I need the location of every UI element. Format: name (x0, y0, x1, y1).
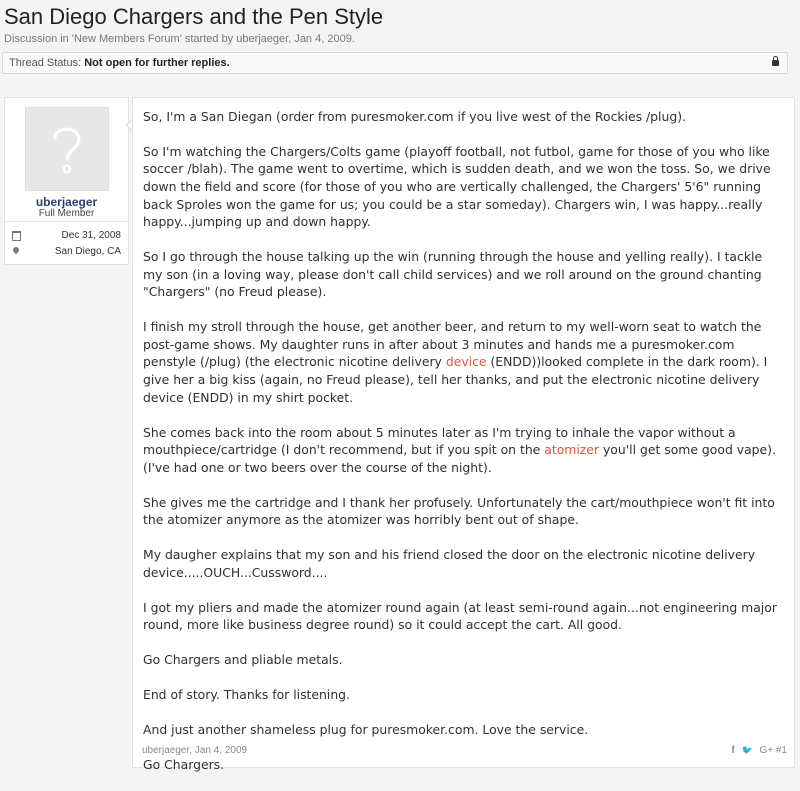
user-title: Full Member (38, 208, 95, 219)
user-card (4, 97, 129, 265)
post-message (132, 97, 795, 772)
username-link[interactable]: uberjaeger (35, 195, 98, 209)
post-paragraph: And just another shameless plug for puresmoker.com. Love the service. (143, 721, 589, 737)
twitter-icon[interactable]: 🐦 (741, 745, 753, 755)
post-paragraph: Go Chargers. (143, 756, 225, 772)
user-location: San Diego, CA (54, 246, 121, 257)
post-paragraph: She gives me the cartridge and I thank her profusely. Unfortunately the cart/mouthpiece won't fit into the atomizer anymore as the atomizer was horribly bent out of shape. (143, 494, 775, 528)
thread-status-label: Thread Status: (9, 57, 82, 69)
device-link[interactable]: device (445, 354, 487, 370)
page-title: San Diego Chargers and the Pen Style (4, 4, 384, 29)
calendar-icon (12, 231, 21, 241)
post-text: She comes back into the room about 5 minutes later as I'm trying to inhale the vapor without a mouthpiece/cartridge (I don't recommend, but if you spit on the (143, 424, 736, 458)
post-text: you'll get some good vape). (I've had one or two beers over the course of the night). (143, 442, 776, 475)
post-body (143, 108, 783, 791)
post-author-link[interactable]: uberjaeger (142, 745, 190, 756)
post-paragraph (143, 424, 783, 477)
thread-status-bar (2, 52, 788, 74)
post-paragraph: So I go through the house talking up the win (running through the house and yelling really). I tackle my son (in a loving way, please don't call child services) and we roll around on the ground chanting "Chargers" (no Freud please). (143, 249, 763, 300)
google-plus-icon[interactable]: G+ (759, 745, 774, 756)
share-bar (727, 745, 787, 756)
post-paragraph: So I'm watching the Chargers/Colts game (playoff football, not futbol, game for those of you who like soccer /blah). The game went to overtime, which is sudden death, and we won the toss. So, we drive down the field and score (for those of you who are vertically challenged, the Chargers' 5'6" running back Sproles won the game for us; you could be a star someday). Chargers win, I was happy...really happy...jumping up and down happy. (143, 143, 771, 230)
post-text: (ENDD))looked complete in the dark room). I give her a big kiss (again, no Freud please), tell her thanks, and put the electronic nicotine delivery device (ENDD) in my shirt pocket. (143, 354, 768, 405)
post-footer (142, 745, 787, 759)
joined-row (11, 230, 121, 244)
post-paragraph (143, 318, 783, 406)
joined-date: Dec 31, 2008 (61, 230, 121, 241)
post-paragraph: End of story. Thanks for listening. (143, 686, 350, 702)
avatar[interactable] (25, 107, 109, 191)
post-text: I finish my stroll through the house, get another beer, and return to my well-worn seat to watch the post-game shows. My daughter runs in after about 3 minutes and hands me a puresmoker.com penstyle (/plug) (the electronic nicotine delivery (143, 319, 762, 370)
default-avatar-icon (26, 108, 108, 190)
lock-icon (772, 59, 779, 67)
post-number-link[interactable]: #1 (775, 745, 787, 756)
user-card-divider (5, 221, 128, 222)
post-paragraph: I got my pliers and made the atomizer round again (at least semi-round again...not engineering major round, more like business degree round) so it could accept the cart. All good. (143, 599, 777, 633)
post-paragraph: My daugher explains that my son and his friend closed the door on the electronic nicotine delivery device.....OUCH...Cussword.... (143, 547, 756, 580)
post-date[interactable]: , Jan 4, 2009 (189, 745, 248, 756)
location-row (11, 246, 121, 260)
map-pin-icon (12, 246, 20, 254)
atomizer-link[interactable]: atomizer (544, 442, 600, 458)
thread-status-value: Not open for further replies. (84, 57, 230, 69)
post-paragraph: So, I'm a San Diegan (order from puresmoker.com if you live west of the Rockies /plug). (143, 109, 686, 124)
thread-description: Discussion in 'New Members Forum' started by uberjaeger, Jan 4, 2009. (4, 33, 355, 45)
post-paragraph: Go Chargers and pliable metals. (143, 652, 343, 668)
facebook-icon[interactable]: f (731, 745, 735, 756)
